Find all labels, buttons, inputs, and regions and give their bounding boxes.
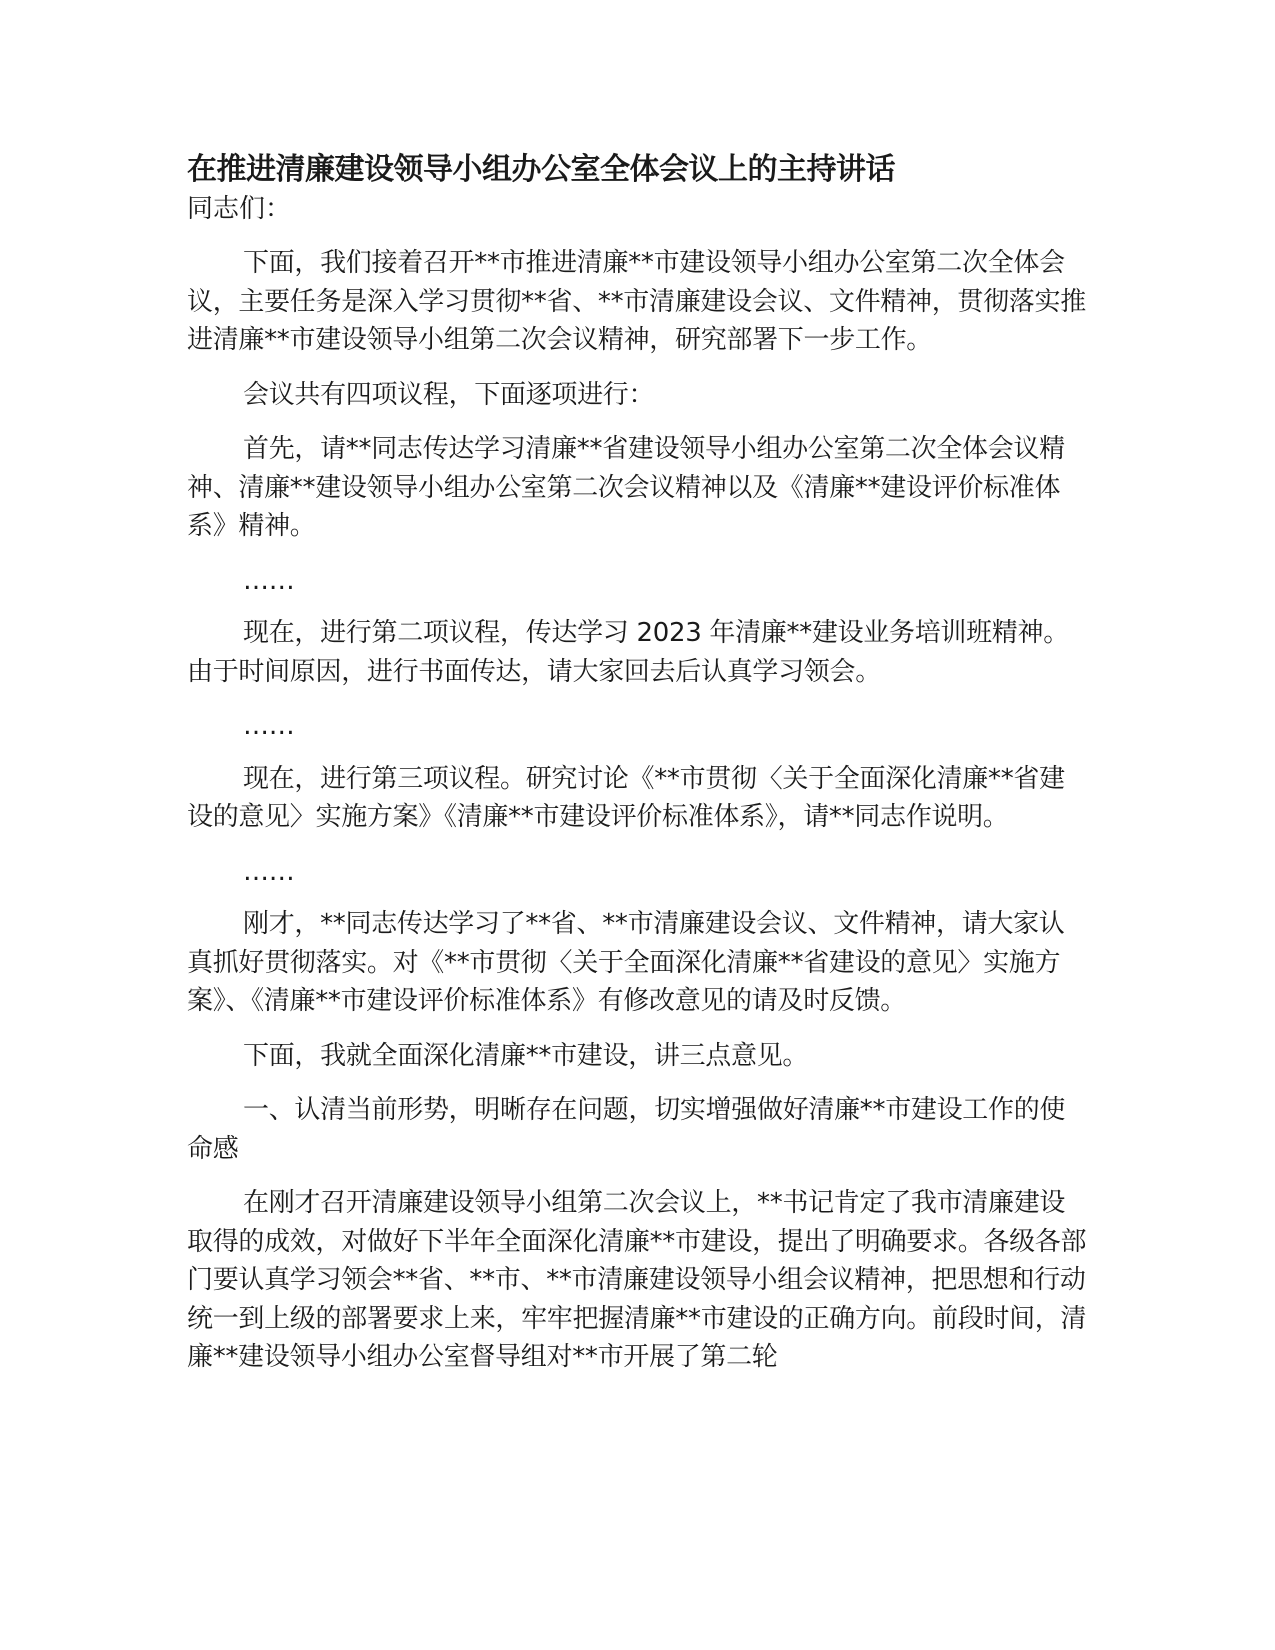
paragraph-agenda-item-2: 现在，进行第二项议程，传达学习 2023 年清廉**建设业务培训班精神。由于时间原因，进行书面传达，请大家回去后认真学习领会。 [187, 618, 1069, 687]
salutation: 同志们： [187, 194, 292, 224]
paragraph-ellipsis: …… [243, 856, 295, 887]
paragraph-opening: 下面，我们接着召开**市推进清廉**市建设领导小组办公室第二次全体会议，主要任务是深入学习贯彻**省、**市清廉建设会议、文件精神，贯彻落实推进清廉**市建设领导小组第二次会议精神，研究部署下一步工作。 [187, 248, 1086, 355]
paragraph-agenda-item-1: 首先，请**同志传达学习清廉**省建设领导小组办公室第二次全体会议精神、清廉**建设领导小组办公室第二次会议精神以及《清廉**建设评价标准体系》精神。 [187, 434, 1065, 541]
paragraph-agenda-intro: 会议共有四项议程，下面逐项进行： [243, 379, 655, 410]
paragraph-section-1-body: 在刚才召开清廉建设领导小组第二次会议上，**书记肯定了我市清廉建设取得的成效，对做好下半年全面深化清廉**市建设，提出了明确要求。各级各部门要认真学习领会**省、**市、**市清廉建设领导小组会议精神，把思想和行动统一到上级的部署要求上来，牢牢把握清廉**市建设的正确方向。前段时间，清廉**建设领导小组办公室督导组对**市开展了第二轮 [187, 1188, 1087, 1372]
paragraph-agenda-item-3: 现在，进行第三项议程。研究讨论《**市贯彻〈关于全面深化清廉**省建设的意见〉实施方案》《清廉**市建设评价标准体系》，请**同志作说明。 [187, 763, 1065, 832]
paragraph-ellipsis: …… [243, 711, 295, 741]
section-heading-1: 一、认清当前形势，明晰存在问题，切实增强做好清廉**市建设工作的使命感 [187, 1095, 1066, 1164]
paragraph-summary: 刚才，**同志传达学习了**省、**市清廉建设会议、文件精神，请大家认真抓好贯彻落实。对《**市贯彻〈关于全面深化清廉**省建设的意见〉实施方案》、《清廉**市建设评价标准体系》有修改意见的请及时反馈。 [187, 909, 1065, 1016]
document-body [187, 150, 1087, 1393]
document-title: 在推进清廉建设领导小组办公室全体会议上的主持讲话 [187, 152, 895, 187]
paragraph-three-points-intro: 下面，我就全面深化清廉**市建设，讲三点意见。 [243, 1040, 809, 1071]
paragraph-ellipsis: …… [243, 565, 295, 596]
